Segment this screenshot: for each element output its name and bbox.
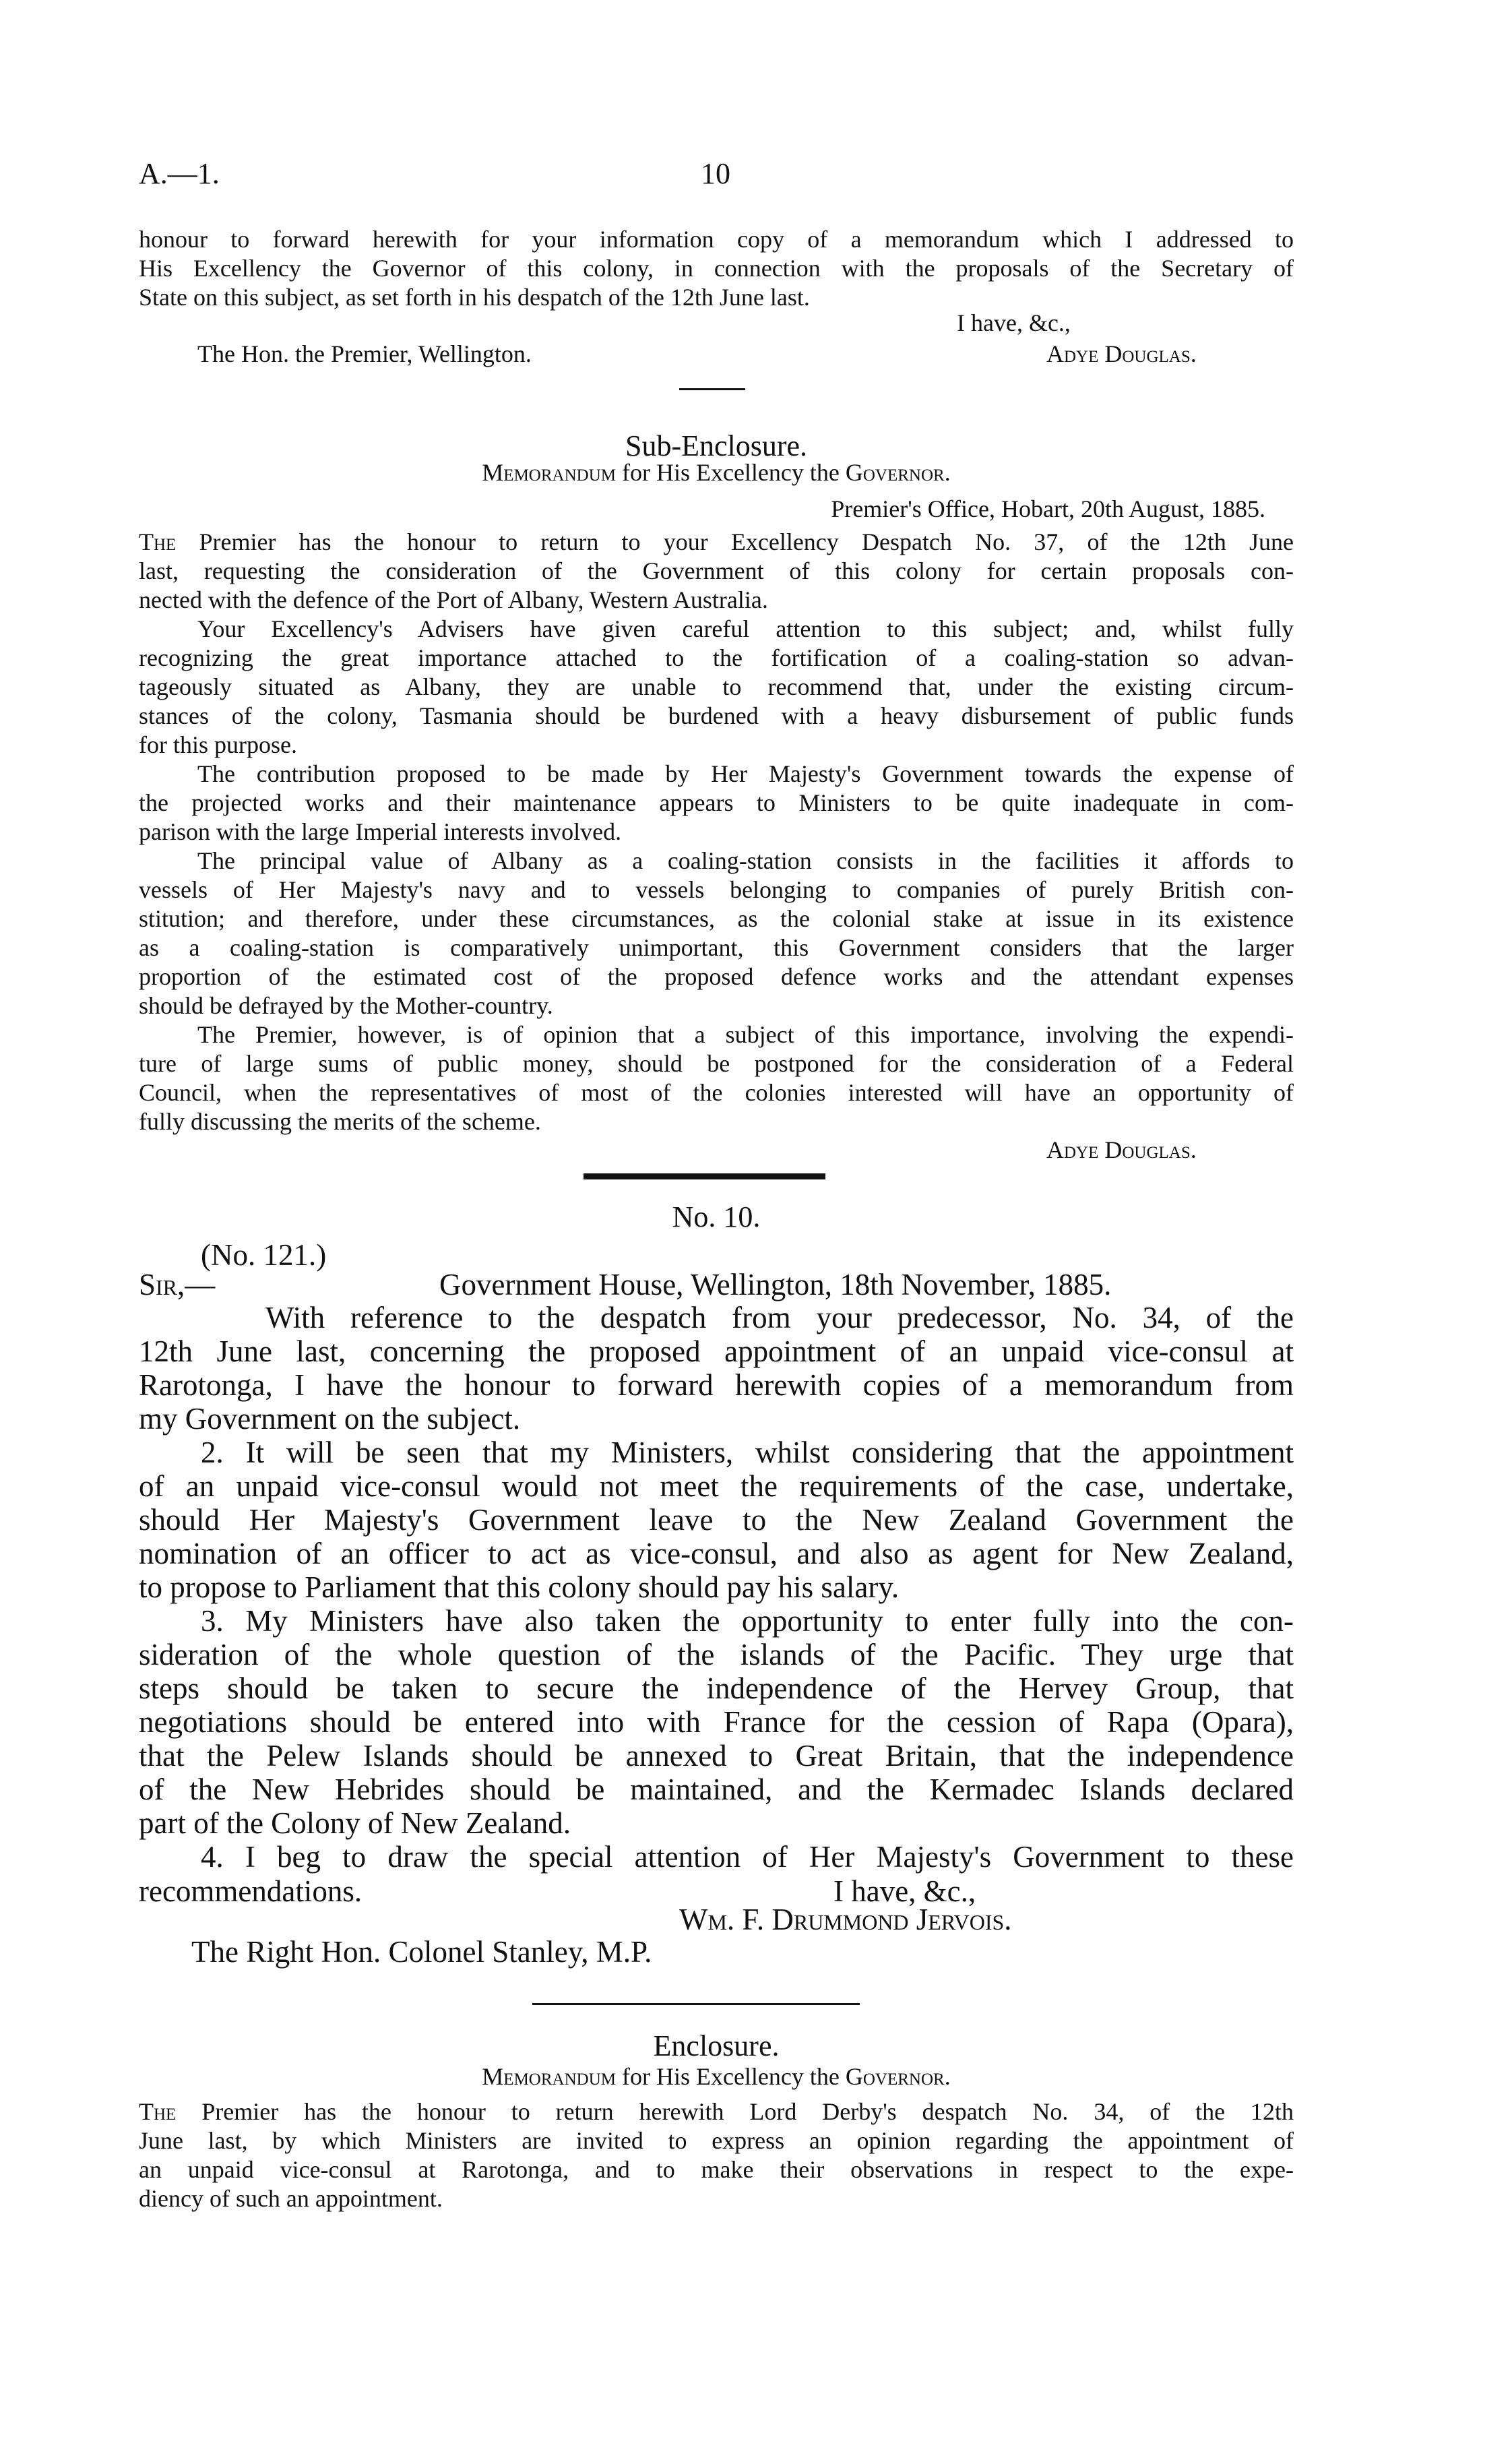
line-text: should Her Majesty's Government leave to the New Zealand Government the <box>139 1503 1294 1537</box>
despatch-number-title: No. 10. <box>672 1200 761 1233</box>
line-text: parison with the large Imperial interests involved. <box>139 818 622 845</box>
top-letter-signature: Adye Douglas. <box>1046 340 1197 367</box>
text-line <box>139 991 1294 1020</box>
line-text: my Government on the subject. <box>139 1402 521 1436</box>
text-line <box>139 1705 1294 1739</box>
sub-enclosure-body <box>139 528 1294 1136</box>
salutation-text: Sir,— <box>139 1268 216 1301</box>
text-line <box>139 557 1294 586</box>
line-text: negotiations should be entered into with France for the cession of Rapa (Opara), <box>139 1705 1294 1739</box>
memo-for: for His Excellency the <box>621 2063 840 2090</box>
text-line <box>139 962 1294 991</box>
text-line <box>139 1078 1294 1107</box>
despatch-salutation <box>139 1267 215 1302</box>
text-line <box>139 875 1294 904</box>
text-line <box>139 1436 1294 1469</box>
line-text: 2. It will be seen that my Ministers, whilst considering that the appointment <box>201 1436 1294 1469</box>
line-text: an unpaid vice-consul at Rarotonga, and to make their observations in respect to the expe- <box>139 2156 1294 2183</box>
text-line <box>139 1638 1294 1671</box>
line-text: Your Excellency's Advisers have given careful attention to this subject; and, whilst fully <box>197 615 1294 642</box>
line-text: nected with the defence of the Port of Albany, Western Australia. <box>139 586 768 613</box>
text-line <box>139 1806 1294 1840</box>
page-number: 10 <box>701 157 730 190</box>
text-line <box>139 789 1294 818</box>
memo-label: Memorandum <box>482 2063 616 2090</box>
text-line <box>139 1570 1294 1604</box>
line-text: 4. I beg to draw the special attention of Her Majesty's Government to these <box>201 1840 1294 1874</box>
line-text: of the New Hebrides should be maintained, and the Kermadec Islands declared <box>139 1773 1294 1806</box>
line-text: should be defrayed by the Mother-country. <box>139 992 553 1019</box>
text-line <box>139 1537 1294 1570</box>
text-line <box>139 1503 1294 1537</box>
line-text: as a coaling-station is comparatively unimportant, this Government considers that the larger <box>139 934 1294 961</box>
despatch-final-line: recommendations. <box>139 1874 363 1908</box>
line-text: the projected works and their maintenance appears to Ministers to be quite inadequate in com- <box>139 789 1294 816</box>
despatch-addressee: The Right Hon. Colonel Stanley, M.P. <box>191 1935 652 1969</box>
despatch-dateline: Government House, Wellington, 18th November, 1885. <box>439 1268 1112 1301</box>
line-text: stitution; and therefore, under these circumstances, as the colonial stake at issue in its existence <box>139 905 1294 932</box>
top-letter-body <box>139 225 1294 312</box>
line-text: June last, by which Ministers are invited to express an opinion regarding the appointment of <box>139 2127 1294 2154</box>
text-line <box>139 760 1294 789</box>
section-divider <box>532 2003 860 2005</box>
text-line <box>139 2097 1294 2126</box>
line-text: The Premier, however, is of opinion that a subject of this importance, involving the expendi- <box>197 1021 1294 1048</box>
text-line <box>139 1368 1294 1402</box>
memo-governor: Governor. <box>845 459 951 486</box>
despatch-closing: I have, &c., <box>833 1874 976 1908</box>
text-line <box>139 254 1294 283</box>
despatch-reference: (No. 121.) <box>201 1238 327 1272</box>
text-line <box>139 1840 1294 1874</box>
line-text: for this purpose. <box>139 731 297 758</box>
line-text: proportion of the estimated cost of the proposed defence works and the attendant expenses <box>139 963 1294 990</box>
text-line <box>139 644 1294 673</box>
line-text: honour to forward herewith for your information copy of a memorandum which I addressed to <box>139 226 1294 253</box>
line-text: tageously situated as Albany, they are unable to recommend that, under the existing circum- <box>139 673 1294 700</box>
line-text: recognizing the great importance attached to the fortification of a coaling-station so advan- <box>139 644 1294 671</box>
text-line <box>139 283 1294 312</box>
sub-enclosure-memo-heading <box>0 458 1432 487</box>
sub-enclosure-dateline: Premier's Office, Hobart, 20th August, 1885. <box>831 495 1265 522</box>
text-line <box>139 1334 1294 1368</box>
text-line <box>139 586 1294 615</box>
top-letter-addressee: The Hon. the Premier, Wellington. <box>197 340 532 367</box>
text-line <box>139 2184 1294 2213</box>
line-text: part of the Colony of New Zealand. <box>139 1806 571 1840</box>
enclosure-memo-heading <box>0 2062 1432 2091</box>
line-text: fully discussing the merits of the scheme. <box>139 1108 541 1135</box>
text-line <box>139 225 1294 254</box>
line-text: 12th June last, concerning the proposed appointment of an unpaid vice-consul at <box>139 1334 1294 1368</box>
line-text: diency of such an appointment. <box>139 2185 443 2212</box>
line-text: Council, when the representatives of most of the colonies interested will have an opportunity of <box>139 1079 1294 1106</box>
memo-label: Memorandum <box>482 459 616 486</box>
line-text: stances of the colony, Tasmania should be burdened with a heavy disbursement of public funds <box>139 702 1294 729</box>
line-text: last, requesting the consideration of the Government of this colony for certain proposals con- <box>139 557 1294 584</box>
section-divider-thick <box>584 1173 825 1179</box>
line-text: With reference to the despatch from your predecessor, No. 34, of the <box>265 1301 1294 1334</box>
line-text: The contribution proposed to be made by Her Majesty's Government towards the expense of <box>197 760 1294 787</box>
line-text: ture of large sums of public money, should be postponed for the consideration of a Federal <box>139 1050 1294 1077</box>
line-text: Premier has the honour to return herewith Lord Derby's despatch No. 34, of the 12th <box>201 2098 1294 2125</box>
text-line <box>139 1739 1294 1773</box>
text-line <box>139 702 1294 731</box>
text-line <box>139 528 1294 557</box>
memo-governor: Governor. <box>845 2063 951 2090</box>
line-text: vessels of Her Majesty's navy and to vessels belonging to companies of purely British con- <box>139 876 1294 903</box>
line-text: steps should be taken to secure the independence of the Hervey Group, that <box>139 1671 1294 1705</box>
top-letter-closing: I have, &c., <box>957 309 1071 336</box>
text-line <box>139 615 1294 644</box>
text-line <box>139 904 1294 933</box>
text-line <box>139 1020 1294 1049</box>
text-line <box>139 2126 1294 2155</box>
memo-for: for His Excellency the <box>621 459 840 486</box>
line-text: Rarotonga, I have the honour to forward herewith copies of a memorandum from <box>139 1368 1294 1402</box>
despatch-signature: Wm. F. Drummond Jervois. <box>679 1903 1012 1936</box>
line-text: to propose to Parliament that this colony should pay his salary. <box>139 1570 900 1604</box>
text-line <box>139 673 1294 702</box>
enclosure-title: Enclosure. <box>653 2029 780 2062</box>
lead-word: The <box>139 528 177 555</box>
text-line <box>139 1107 1294 1136</box>
text-line <box>139 1671 1294 1705</box>
text-line <box>139 1402 1294 1436</box>
text-line <box>139 1049 1294 1078</box>
text-line <box>139 1773 1294 1806</box>
line-text: State on this subject, as set forth in his despatch of the 12th June last. <box>139 284 810 311</box>
document-reference: A.—1. <box>139 157 220 190</box>
line-text: of an unpaid vice-consul would not meet the requirements of the case, undertake, <box>139 1469 1294 1503</box>
text-line <box>139 1604 1294 1638</box>
line-text: 3. My Ministers have also taken the opportunity to enter fully into the con- <box>201 1604 1294 1638</box>
line-text: nomination of an officer to act as vice-consul, and also as agent for New Zealand, <box>139 1537 1294 1570</box>
text-line <box>139 2155 1294 2184</box>
line-text: sideration of the whole question of the islands of the Pacific. They urge that <box>139 1638 1294 1671</box>
sub-enclosure-title: Sub-Enclosure. <box>625 429 808 462</box>
sub-enclosure-signature: Adye Douglas. <box>1046 1136 1197 1163</box>
enclosure-body <box>139 2097 1294 2213</box>
line-text: His Excellency the Governor of this colony, in connection with the proposals of the Secretary of <box>139 255 1294 282</box>
section-divider <box>679 388 745 390</box>
despatch-body <box>139 1301 1294 1874</box>
text-line <box>139 1469 1294 1503</box>
text-line <box>139 731 1294 760</box>
lead-word: The <box>139 2098 177 2125</box>
line-text: Premier has the honour to return to your Excellency Despatch No. 37, of the 12th June <box>199 528 1294 555</box>
line-text: The principal value of Albany as a coaling-station consists in the facilities it affords to <box>197 847 1294 874</box>
text-line <box>139 933 1294 962</box>
line-text: that the Pelew Islands should be annexed to Great Britain, that the independence <box>139 1739 1294 1773</box>
text-line <box>139 818 1294 847</box>
text-line <box>139 847 1294 875</box>
text-line <box>139 1301 1294 1334</box>
